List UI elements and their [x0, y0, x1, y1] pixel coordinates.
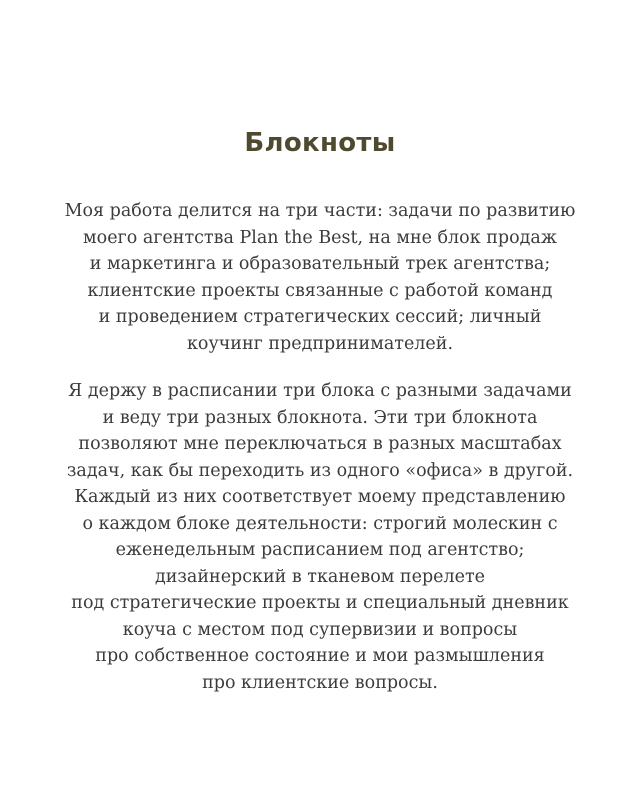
- text-line: моего агентства Plan the Best, на мне блок продаж: [83, 227, 557, 248]
- text-line: дизайнерский в тканевом перелете: [154, 566, 486, 587]
- text-line: про собственное состояние и мои размышления: [95, 646, 545, 666]
- text-line: и маркетинга и образовательный трек агентства;: [89, 254, 551, 274]
- text-line: про клиентские вопросы.: [202, 672, 438, 693]
- paragraph-notebooks: [40, 378, 600, 696]
- text-line: Моя работа делится на три части: задачи по развитию: [64, 201, 576, 221]
- text-line: коучинг предпринимателей.: [186, 333, 454, 354]
- text-line: Я держу в расписании три блока с разными задачами: [68, 381, 572, 401]
- text-line: позволяют мне переключаться в разных масштабах: [78, 434, 562, 454]
- text-line: еженедельным расписанием под агентство;: [115, 540, 525, 560]
- text-line: и проведением стратегических сессий; личный: [98, 307, 542, 327]
- text-line: о каждом блоке деятельности: строгий молескин с: [82, 513, 558, 534]
- text-line: под стратегические проекты и специальный дневник: [71, 593, 569, 613]
- page-title: Блокноты: [244, 128, 396, 158]
- text-line: клиентские проекты связанные с работой команд: [87, 280, 553, 301]
- text-line: задач, как бы переходить из одного «офиса» в другой.: [66, 460, 574, 481]
- text-line: коуча с местом под супервизии и вопросы: [122, 619, 518, 640]
- text-line: и веду три разных блокнота. Эти три блокнота: [102, 407, 538, 428]
- text-line: Каждый из них соответствует моему представлению: [74, 487, 566, 507]
- paragraph-work-parts: [40, 198, 600, 357]
